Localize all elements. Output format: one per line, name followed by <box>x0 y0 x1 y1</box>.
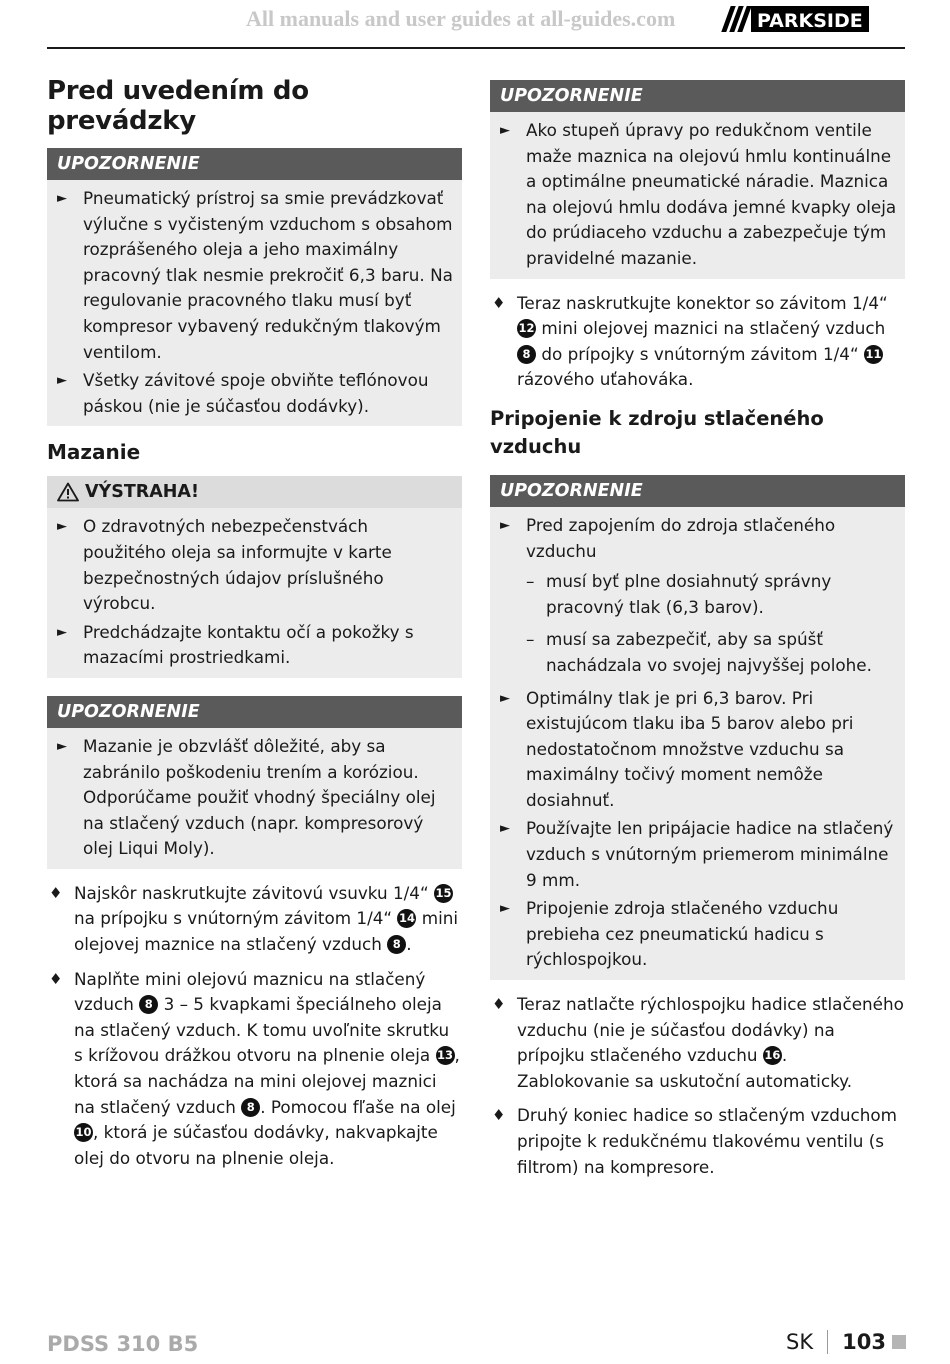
list-item: ► O zdravotných nebezpečenstvách použitého oleja sa informujte v karte bezpečnostných údajov príslušného výrobcu. <box>57 516 392 614</box>
list-item: ► Pred zapojením do zdroja stlačeného vzduchu <box>500 514 836 561</box>
list-item: ► Optimálny tlak je pri 6,3 barov. Pri existujúcom tlaku iba 5 barov alebo pri nedostatočnom množstve vzduchu sa maximálny točivý moment nemôže dosiahnuť. <box>500 687 854 810</box>
part-number-badge: 13 <box>436 1046 455 1065</box>
warning-triangle-icon <box>57 482 79 502</box>
step-item: ♦ Teraz natlačte rýchlospojku hadice stlačeného vzduchu (nie je súčasťou dodávky) na prípojku stlačeného vzduchu 16. Zablokovanie sa uskutoční automaticky. <box>492 994 904 1091</box>
list-item: ► Pneumatický prístroj sa smie prevádzkovať výlučne s vyčisteným vzduchom s obsahom rozprášeného oleja a jeho maximálny pracovný tlak nesmie prekročiť 6,3 baru. Na regulovanie pracovného tlaku musí byť kompresor vybavený redukčným tlakovým ventilom. <box>57 188 453 362</box>
part-number-badge: 14 <box>397 909 416 928</box>
triangle-bullet-icon: ► <box>500 901 510 917</box>
diamond-bullet-icon: ♦ <box>492 293 506 312</box>
triangle-bullet-icon: ► <box>57 738 67 754</box>
diamond-bullet-icon: ♦ <box>49 883 63 902</box>
footer-divider <box>827 1330 828 1354</box>
model-number: PDSS 310 B5 <box>47 1332 199 1356</box>
section-heading-pripojenie: Pripojenie k zdroju stlačeného vzduchu <box>490 406 824 458</box>
sub-list-item: – musí sa zabezpečiť, aby sa spúšť nachádzala vo svojej najvyššej polohe. <box>526 629 872 675</box>
part-number-badge: 8 <box>139 995 158 1014</box>
sub-list-item: – musí byť plne dosiahnutý správny pracovný tlak (6,3 barov). <box>526 571 832 617</box>
part-number-badge: 15 <box>434 884 453 903</box>
notice-box <box>47 696 462 869</box>
list-item: ► Ako stupeň úpravy po redukčnom ventile maže maznica na olejovú hmlu kontinuálne a optimálne pneumatické náradie. Maznica na olejovú hmlu dodáva jemné kvapky oleja do prúdiaceho vzduchu a zabezpečuje tým pravidelné mazanie. <box>500 120 897 268</box>
section-heading-mazanie: Mazanie <box>47 440 141 465</box>
part-number-badge: 10 <box>74 1123 93 1142</box>
list-item: ► Mazanie je obzvlášť dôležité, aby sa zabránilo poškodeniu trením a koróziou. Odporúčame použiť vhodný špeciálny olej na stlačený vzduch (napr. kompresorový olej Liqui Moly). <box>57 735 436 859</box>
list-item: ► Pripojenie zdroja stlačeného vzduchu prebieha cez pneumatickú hadicu s rýchlospojkou. <box>500 898 839 970</box>
parkside-logo <box>726 4 869 34</box>
warning-heading <box>47 476 462 508</box>
part-number-badge: 12 <box>517 319 536 338</box>
watermark-text: All manuals and user guides at all-guides.com <box>246 6 676 31</box>
triangle-bullet-icon: ► <box>500 690 510 706</box>
logo-text: PARKSIDE <box>751 6 869 32</box>
part-number-badge: 8 <box>387 935 406 954</box>
dash-bullet-icon: – <box>526 571 535 592</box>
diamond-bullet-icon: ♦ <box>492 1106 506 1125</box>
step-item: ♦ Najskôr naskrutkujte závitovú vsuvku 1/4“ 15 na prípojku s vnútorným závitom 1/4“ 14 mini olejovej maznice na stlačený vzduch 8 . <box>49 882 459 955</box>
notice-heading: UPOZORNENIE <box>490 475 905 507</box>
list-item: ► Predchádzajte kontaktu očí a pokožky s mazacími prostriedkami. <box>57 621 414 668</box>
step-item: ♦ Naplňte mini olejovú maznicu na stlačený vzduch 8 3 – 5 kvapkami špeciálneho oleja na stlačený vzduch. K tomu uvoľnite skrutku s krížovou drážkou otvoru na plnenie oleja 13, ktorá sa nachádza na mini olejovej maznici na stlačený vzduch 8 . Pomocou fľaše na olej 10, ktorá je súčasťou dodávky, nakvapkajte olej do otvoru na plnenie oleja. <box>49 968 460 1168</box>
notice-heading: UPOZORNENIE <box>490 80 905 112</box>
triangle-bullet-icon: ► <box>500 517 510 533</box>
page-number: 103 <box>842 1330 886 1354</box>
notice-box <box>490 475 905 980</box>
dash-bullet-icon: – <box>526 629 535 650</box>
square-marker-icon <box>892 1335 906 1349</box>
header-rule <box>47 47 905 49</box>
diamond-bullet-icon: ♦ <box>492 995 506 1014</box>
triangle-bullet-icon: ► <box>57 373 67 389</box>
triangle-bullet-icon: ► <box>57 624 67 640</box>
part-number-badge: 8 <box>241 1098 260 1117</box>
language-code: SK <box>786 1330 814 1354</box>
step-item: ♦ Teraz naskrutkujte konektor so závitom 1/4“ 12 mini olejovej maznici na stlačený vzduch 8 do prípojky s vnútorným závitom 1/4“ 11 rázového uťahováka. <box>492 292 888 390</box>
part-number-badge: 16 <box>763 1046 782 1065</box>
list-item: ► Používajte len pripájacie hadice na stlačený vzduch s vnútorným priemerom minimálne 9 mm. <box>500 818 894 890</box>
left-column <box>47 70 462 1180</box>
triangle-bullet-icon: ► <box>500 821 510 837</box>
notice-box <box>47 148 462 426</box>
right-column <box>490 80 905 1189</box>
list-item: ► Všetky závitové spoje obviňte teflónovou páskou (nie je súčasťou dodávky). <box>57 370 429 416</box>
page-title: Pred uvedením do prevádzky <box>47 76 309 136</box>
notice-box <box>490 80 905 279</box>
diamond-bullet-icon: ♦ <box>49 969 63 988</box>
part-number-badge: 8 <box>517 345 536 364</box>
logo-stripes-icon <box>726 6 747 32</box>
triangle-bullet-icon: ► <box>57 519 67 535</box>
step-item: ♦ Druhý koniec hadice so stlačeným vzduchom pripojte k redukčnému tlakovému ventilu (s filtrom) na kompresore. <box>492 1105 897 1177</box>
triangle-bullet-icon: ► <box>57 191 67 206</box>
notice-heading: UPOZORNENIE <box>47 696 462 728</box>
part-number-badge: 11 <box>864 345 883 364</box>
notice-heading: UPOZORNENIE <box>47 148 462 180</box>
warning-heading-label: VÝSTRAHA! <box>85 482 199 503</box>
triangle-bullet-icon: ► <box>500 123 510 138</box>
warning-box <box>47 476 462 678</box>
page-footer <box>786 1330 906 1354</box>
